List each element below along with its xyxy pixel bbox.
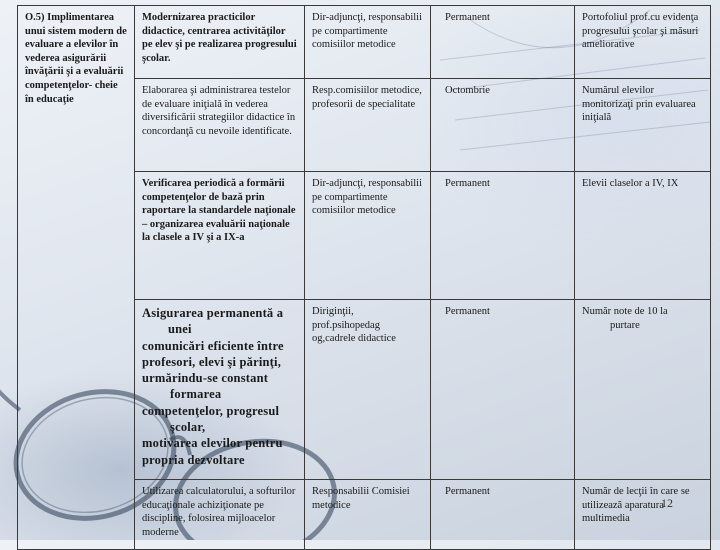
activity-line: motivarea elevilor pentru	[142, 436, 283, 451]
responsible-cell: Dir-adjuncţi, responsabilii pe compartimente comisiilor metodice	[305, 6, 431, 79]
activity-line: unei	[168, 322, 192, 337]
activity-plan-table	[17, 5, 711, 550]
indicator-line: Număr note de 10 la	[582, 306, 668, 317]
activity-cell: Modernizarea practicilor didactice, centrarea activităţilor pe elev şi pe realizarea progresului şcolar.	[135, 6, 305, 79]
activity-line: comunicări eficiente între	[142, 338, 284, 353]
activity-line: profesori, elevi şi părinţi,	[142, 354, 282, 369]
activity-line: formarea	[170, 387, 222, 402]
responsible-cell: Diriginţii, prof.psihopedag og,cadrele didactice	[305, 300, 431, 480]
activity-line: propria dezvoltare	[142, 452, 245, 467]
indicator-line: purtare	[610, 319, 640, 331]
activity-cell	[135, 300, 305, 480]
responsible-cell: Resp.comisiilor metodice, profesorii de specialitate	[305, 79, 431, 172]
activity-cell: Elaborarea şi administrarea testelor de evaluare iniţială în vederea diversificării strategiilor didactice în concordanţă cu nevoile identificate.	[135, 79, 305, 172]
term-cell: Permanent	[431, 300, 575, 480]
table-row	[18, 6, 711, 79]
responsible-cell: Responsabilii Comisiei metodice	[305, 480, 431, 550]
indicator-cell: Elevii claselor a IV, IX	[575, 172, 711, 300]
indicator-cell	[575, 300, 711, 480]
term-cell: Permanent	[431, 480, 575, 550]
activity-line: Asigurarea permanentă a	[142, 306, 284, 320]
term-cell: Octombrie	[431, 79, 575, 172]
activity-cell: Verificarea periodică a formării competenţelor de bază prin raportare la standardele naţionale – organizarea evaluării naţionale la clasele a IV şi a IX-a	[135, 172, 305, 300]
indicator-cell: Număr de lecţii în care se utilizează aparatura multimedia	[575, 480, 711, 550]
activity-line: urmărindu-se constant	[142, 371, 269, 386]
activity-line: competenţelor, progresul	[142, 403, 280, 418]
term-cell: Permanent	[431, 6, 575, 79]
activity-line: şcolar,	[170, 420, 206, 435]
activity-cell: Utilizarea calculatorului, a softurilor educaţionale achiziţionate pe discipline, folosirea mijloacelor moderne	[135, 480, 305, 550]
objective-cell: O.5) Implimentarea unui sistem modern de evaluare a elevilor în vederea asigurării învăţării şi a evaluării competenţelor- cheie în educaţie	[18, 6, 135, 550]
responsible-cell: Dir-adjuncţi, responsabilii pe compartimente comisiilor metodice	[305, 172, 431, 300]
page-number: 12	[661, 496, 673, 510]
indicator-cell: Numărul elevilor monitorizaţi prin evaluarea iniţială	[575, 79, 711, 172]
term-cell: Permanent	[431, 172, 575, 300]
indicator-cell: Portofoliul prof.cu evidenţa progresului şcolar şi măsuri ameliorative	[575, 6, 711, 79]
